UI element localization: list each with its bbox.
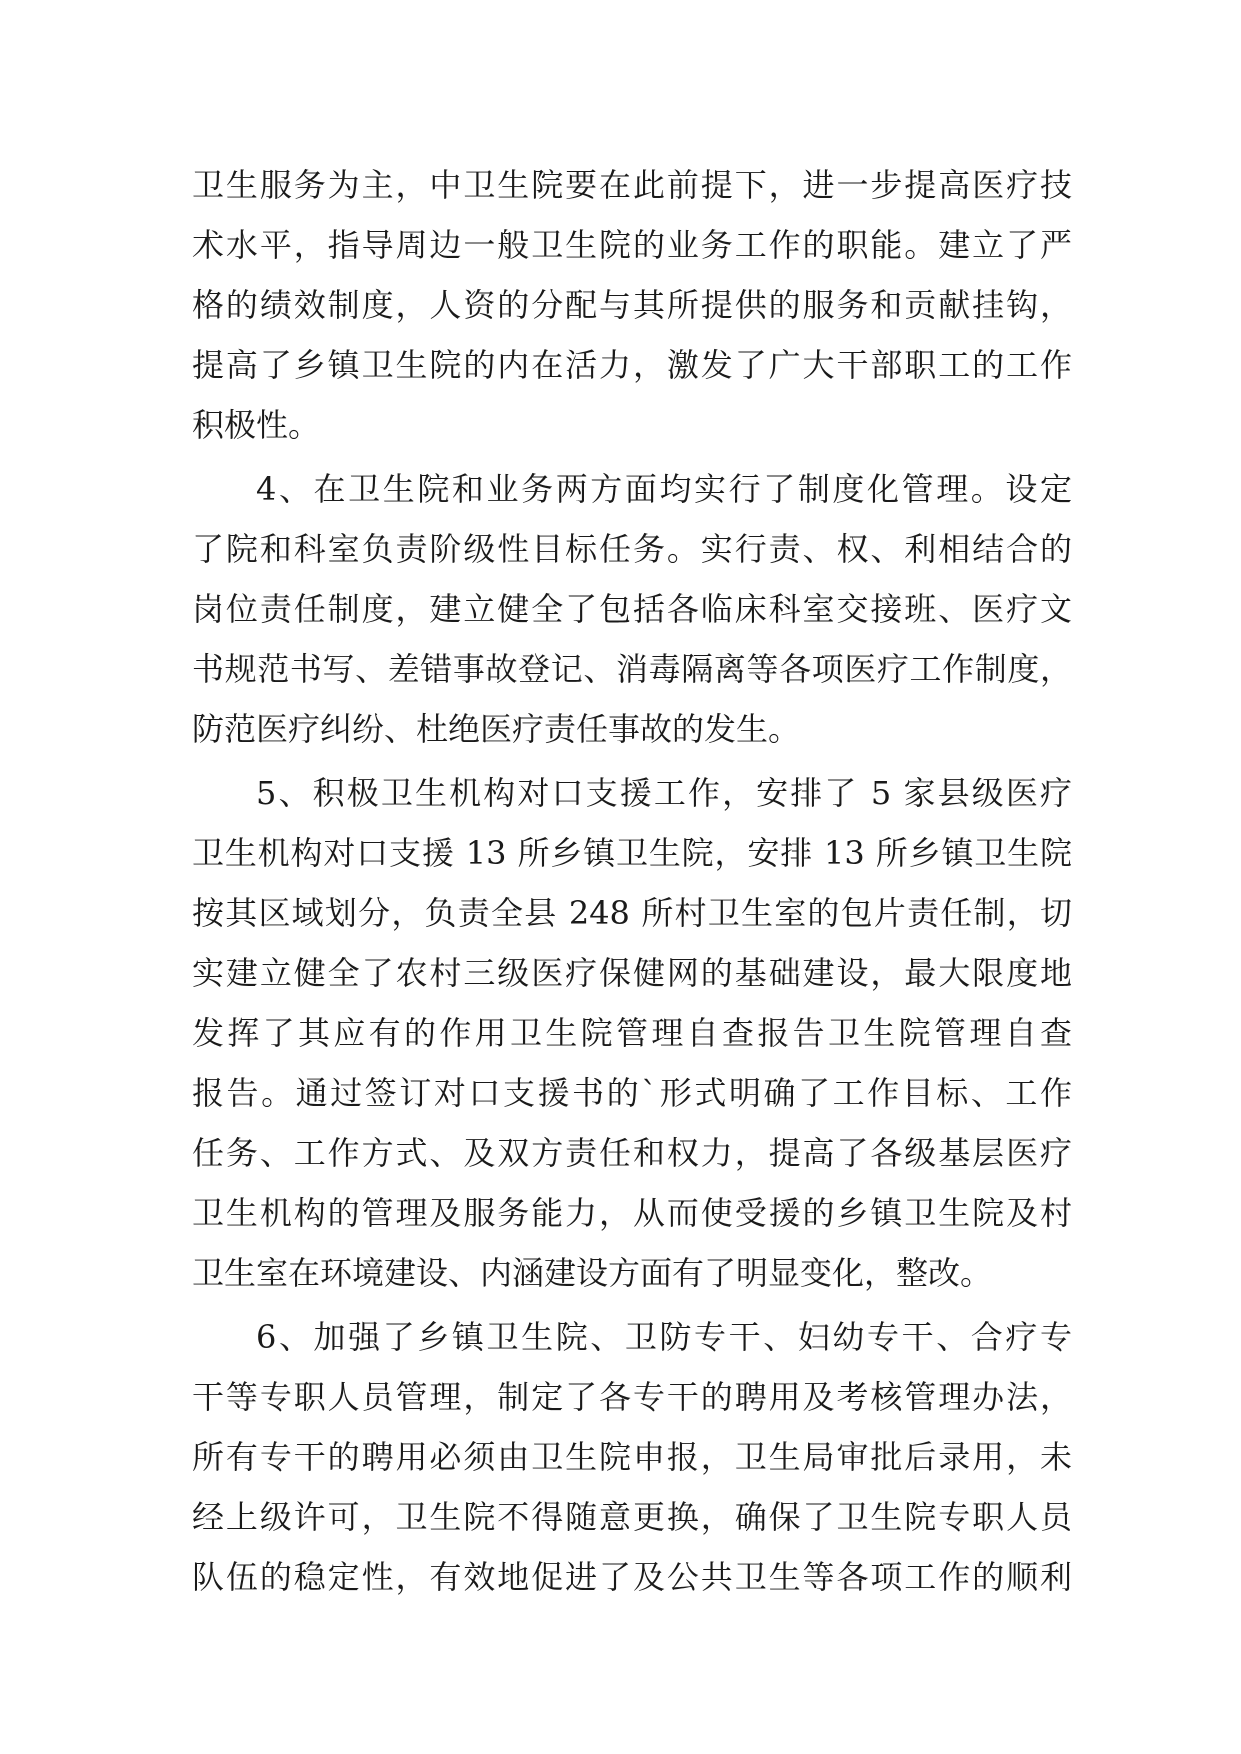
text-line: 岗位责任制度，建立健全了包括各临床科室交接班、医疗文 — [192, 590, 1072, 628]
text-line: 任务、工作方式、及双方责任和权力，提高了各级基层医疗 — [192, 1134, 1072, 1172]
text-line: 实建立健全了农村三级医疗保健网的基础建设，最大限度地 — [192, 954, 1072, 992]
text-line: 防范医疗纠纷、杜绝医疗责任事故的发生。 — [192, 710, 801, 748]
text-line: 经上级许可，卫生院不得随意更换，确保了卫生院专职人员 — [192, 1498, 1072, 1536]
text-line: 所有专干的聘用必须由卫生院申报，卫生局审批后录用，未 — [192, 1438, 1072, 1476]
text-line: 队伍的稳定性，有效地促进了及公共卫生等各项工作的顺利 — [192, 1558, 1072, 1596]
text-line: 干等专职人员管理，制定了各专干的聘用及考核管理办法， — [192, 1378, 1072, 1416]
text-line: 了院和科室负责阶级性目标任务。实行责、权、利相结合的 — [192, 530, 1072, 568]
text-line: 报告。通过签订对口支援书的`形式明确了工作目标、工作 — [192, 1074, 1072, 1112]
text-line: 卫生机构的管理及服务能力，从而使受援的乡镇卫生院及村 — [192, 1194, 1072, 1232]
text-line: 卫生室在环境建设、内涵建设方面有了明显变化，整改。 — [192, 1254, 993, 1292]
paragraph-6-first-line: 6、加强了乡镇卫生院、卫防专干、妇幼专干、合疗专 — [256, 1318, 1072, 1356]
text-line: 书规范书写、差错事故登记、消毒隔离等各项医疗工作制度， — [192, 650, 1072, 688]
text-line: 积极性。 — [192, 406, 321, 444]
paragraph-5-first-line: 5、积极卫生机构对口支援工作，安排了 5 家县级医疗 — [256, 774, 1072, 812]
text-line: 提高了乡镇卫生院的内在活力，激发了广大干部职工的工作 — [192, 346, 1072, 384]
paragraph-4-first-line: 4、在卫生院和业务两方面均实行了制度化管理。设定 — [256, 470, 1072, 508]
text-line: 按其区域划分，负责全县 248 所村卫生室的包片责任制，切 — [192, 894, 1072, 932]
text-line: 卫生机构对口支援 13 所乡镇卫生院，安排 13 所乡镇卫生院 — [192, 834, 1072, 872]
body-text — [192, 155, 1072, 1607]
text-line: 卫生服务为主，中卫生院要在此前提下，进一步提高医疗技 — [192, 166, 1072, 204]
text-line: 格的绩效制度，人资的分配与其所提供的服务和贡献挂钩， — [192, 286, 1072, 324]
text-line: 发挥了其应有的作用卫生院管理自查报告卫生院管理自查 — [192, 1014, 1072, 1052]
text-line: 术水平，指导周边一般卫生院的业务工作的职能。建立了严 — [192, 226, 1072, 264]
